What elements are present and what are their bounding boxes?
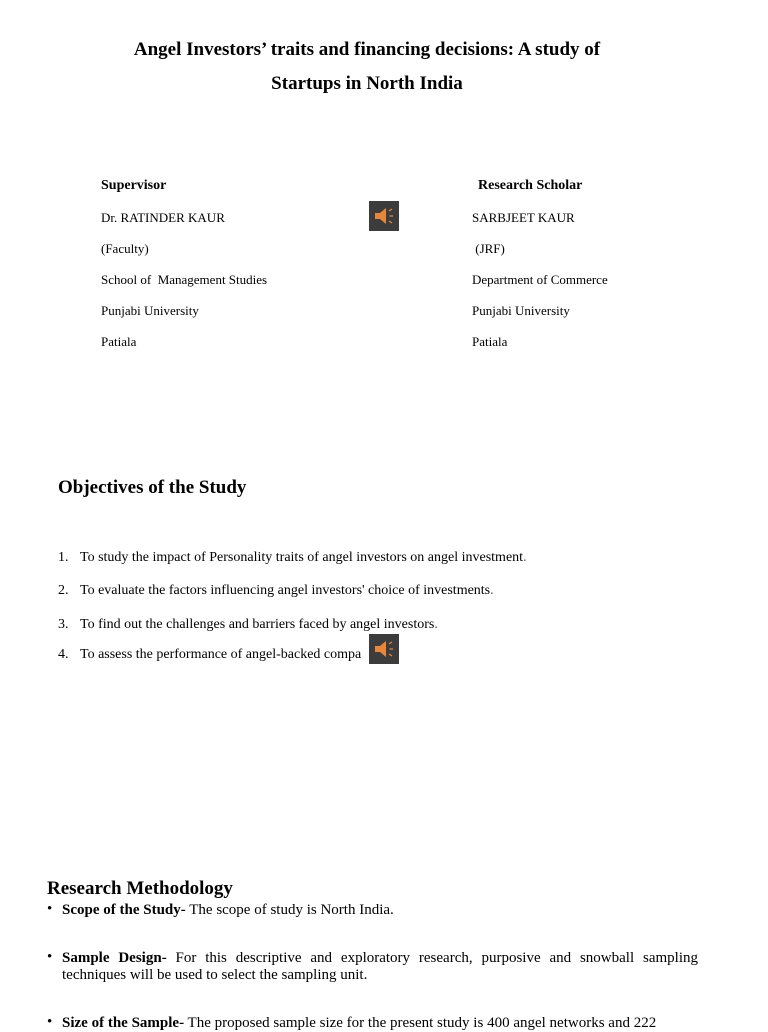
supervisor-university: Punjabi University: [101, 303, 199, 318]
objective-item: [58, 550, 527, 566]
scholar-department: Department of Commerce: [472, 272, 608, 287]
bullet-mark: •: [47, 949, 53, 965]
objective-end: .: [490, 583, 494, 598]
methodology-bullet: [47, 950, 698, 984]
objective-text: To study the impact of Personality traits of angel investors on angel investment: [80, 550, 524, 565]
audio-play-button[interactable]: [369, 201, 399, 231]
objective-end: .: [434, 617, 438, 632]
bullet-mark: •: [47, 901, 53, 917]
objective-text: To evaluate the factors influencing angel investors' choice of investments: [80, 583, 491, 598]
audio-play-button[interactable]: [369, 634, 399, 664]
bullet-description: The scope of study is North India.: [185, 902, 394, 918]
bullet-term: Sample Design-: [62, 950, 167, 966]
bullet-description: The proposed sample size for the present study is 400 angel networks and 222: [184, 1015, 657, 1031]
scholar-role: (JRF): [472, 241, 505, 256]
methodology-bullet: [47, 902, 698, 919]
supervisor-city: Patiala: [101, 334, 137, 349]
objective-number: 4.: [58, 647, 69, 662]
scholar-city: Patiala: [472, 334, 508, 349]
document-title-line-2: Startups in North India: [271, 73, 463, 94]
objectives-heading: Objectives of the Study: [58, 477, 247, 498]
scholar-name: SARBJEET KAUR: [472, 210, 575, 225]
objective-item: [58, 583, 494, 599]
bullet-description: For this descriptive and exploratory research, purposive and snowball sampling techniques will be used to select the sampling unit.: [62, 950, 698, 983]
objective-end: .: [523, 550, 527, 565]
supervisor-role: (Faculty): [101, 241, 149, 256]
scholar-university: Punjabi University: [472, 303, 570, 318]
speaker-icon: [372, 204, 396, 228]
supervisor-name: Dr. RATINDER KAUR: [101, 210, 225, 225]
objective-number: 1.: [58, 550, 69, 565]
supervisor-school: School of Management Studies: [101, 272, 268, 287]
speaker-icon: [372, 637, 396, 661]
objective-item: [58, 647, 361, 663]
document-title-line-1: Angel Investors’ traits and financing decisions: A study of: [133, 39, 601, 60]
objective-text: To find out the challenges and barriers faced by angel investors: [80, 617, 435, 632]
bullet-mark: •: [47, 1014, 53, 1030]
supervisor-heading: Supervisor: [101, 178, 167, 193]
objective-number: 2.: [58, 583, 69, 598]
scholar-heading: Research Scholar: [478, 178, 583, 193]
bullet-term: Size of the Sample-: [62, 1015, 185, 1031]
objective-item: [58, 617, 438, 633]
objective-number: 3.: [58, 617, 69, 632]
bullet-term: Scope of the Study-: [62, 902, 186, 918]
objective-text: To assess the performance of angel-backed compa: [80, 647, 362, 662]
methodology-heading: Research Methodology: [47, 878, 233, 899]
